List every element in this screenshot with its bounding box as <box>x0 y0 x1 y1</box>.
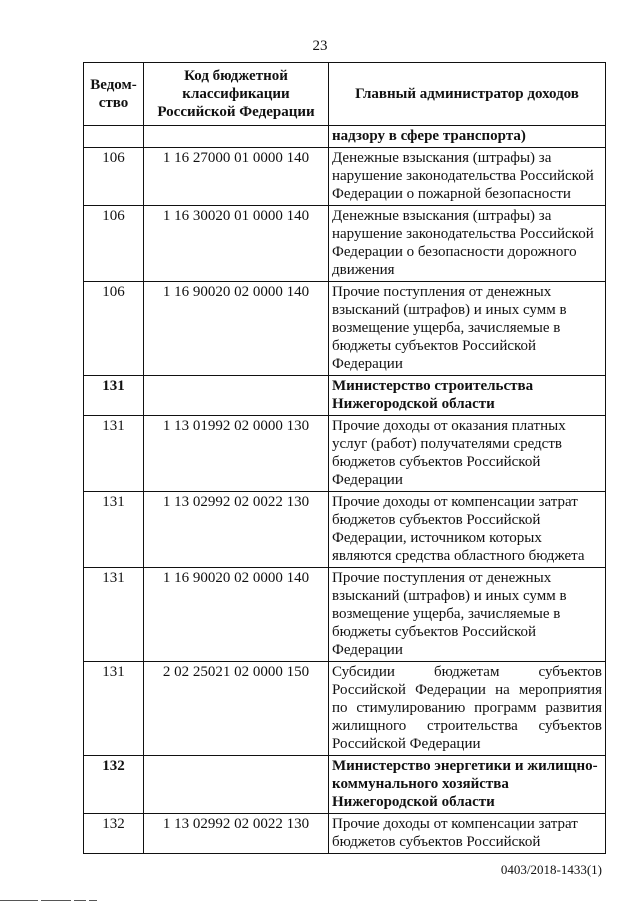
cell-department: 132 <box>84 756 144 814</box>
cell-administrator: Денежные взыскания (штрафы) за нарушение законодательства Российской Федерации о безопасности дорожного движения <box>329 206 606 282</box>
table-row <box>84 206 606 282</box>
table-row <box>84 282 606 376</box>
scan-mark-line <box>41 900 71 901</box>
cell-budget-code <box>144 376 329 416</box>
cell-administrator: Министерство строительства Нижегородской области <box>329 376 606 416</box>
cell-department: 131 <box>84 662 144 756</box>
cell-budget-code: 1 13 02992 02 0022 130 <box>144 492 329 568</box>
cell-administrator: Прочие доходы от компенсации затрат бюджетов субъектов Российской Федерации, источником которых являются средства областного бюджета <box>329 492 606 568</box>
table-row <box>84 662 606 756</box>
table-row <box>84 814 606 854</box>
table-row-section <box>84 756 606 814</box>
page-number: 23 <box>312 38 328 54</box>
table-row <box>84 416 606 492</box>
cell-administrator: надзору в сфере транспорта) <box>329 126 606 148</box>
cell-administrator: Прочие поступления от денежных взысканий (штрафов) и иных сумм в возмещение ущерба, зачисляемые в бюджеты субъектов Российской Федерации <box>329 282 606 376</box>
table-row <box>84 492 606 568</box>
cell-department: 131 <box>84 376 144 416</box>
table-row <box>84 148 606 206</box>
scan-edge-marks <box>0 900 104 902</box>
header-department: Ведом-ство <box>84 63 144 126</box>
scan-mark-line <box>74 900 86 901</box>
cell-budget-code <box>144 756 329 814</box>
cell-department <box>84 126 144 148</box>
table-row-section <box>84 376 606 416</box>
cell-administrator: Прочие доходы от компенсации затрат бюджетов субъектов Российской <box>329 814 606 854</box>
cell-budget-code: 1 16 90020 02 0000 140 <box>144 282 329 376</box>
header-chief-administrator: Главный администратор доходов <box>329 63 606 126</box>
cell-department: 106 <box>84 282 144 376</box>
cell-budget-code <box>144 126 329 148</box>
cell-department: 106 <box>84 148 144 206</box>
cell-budget-code: 1 16 30020 01 0000 140 <box>144 206 329 282</box>
document-reference-number: 0403/2018-1433(1) <box>500 862 602 877</box>
cell-administrator: Денежные взыскания (штрафы) за нарушение законодательства Российской Федерации о пожарной безопасности <box>329 148 606 206</box>
cell-administrator: Министерство энергетики и жилищно-коммунального хозяйства Нижегородской области <box>329 756 606 814</box>
revenue-administrators-table <box>83 62 606 854</box>
cell-department: 132 <box>84 814 144 854</box>
cell-budget-code: 1 16 90020 02 0000 140 <box>144 568 329 662</box>
table-row-continued <box>84 126 606 148</box>
cell-department: 131 <box>84 568 144 662</box>
cell-department: 106 <box>84 206 144 282</box>
cell-budget-code: 1 13 02992 02 0022 130 <box>144 814 329 854</box>
cell-budget-code: 1 13 01992 02 0000 130 <box>144 416 329 492</box>
scan-mark-line <box>0 900 38 901</box>
cell-department: 131 <box>84 416 144 492</box>
cell-administrator: Субсидии бюджетам субъектов Российской Федерации на мероприятия по стимулированию программ развития жилищного строительства субъектов Российской Федерации <box>329 662 606 756</box>
cell-administrator: Прочие поступления от денежных взысканий (штрафов) и иных сумм в возмещение ущерба, зачисляемые в бюджеты субъектов Российской Федерации <box>329 568 606 662</box>
cell-department: 131 <box>84 492 144 568</box>
cell-budget-code: 1 16 27000 01 0000 140 <box>144 148 329 206</box>
cell-budget-code: 2 02 25021 02 0000 150 <box>144 662 329 756</box>
header-budget-code: Код бюджетной классификации Российской Федерации <box>144 63 329 126</box>
scan-mark-line <box>89 900 97 901</box>
table-header-row <box>84 63 606 126</box>
table-row <box>84 568 606 662</box>
cell-administrator: Прочие доходы от оказания платных услуг (работ) получателями средств бюджетов субъектов Российской Федерации <box>329 416 606 492</box>
